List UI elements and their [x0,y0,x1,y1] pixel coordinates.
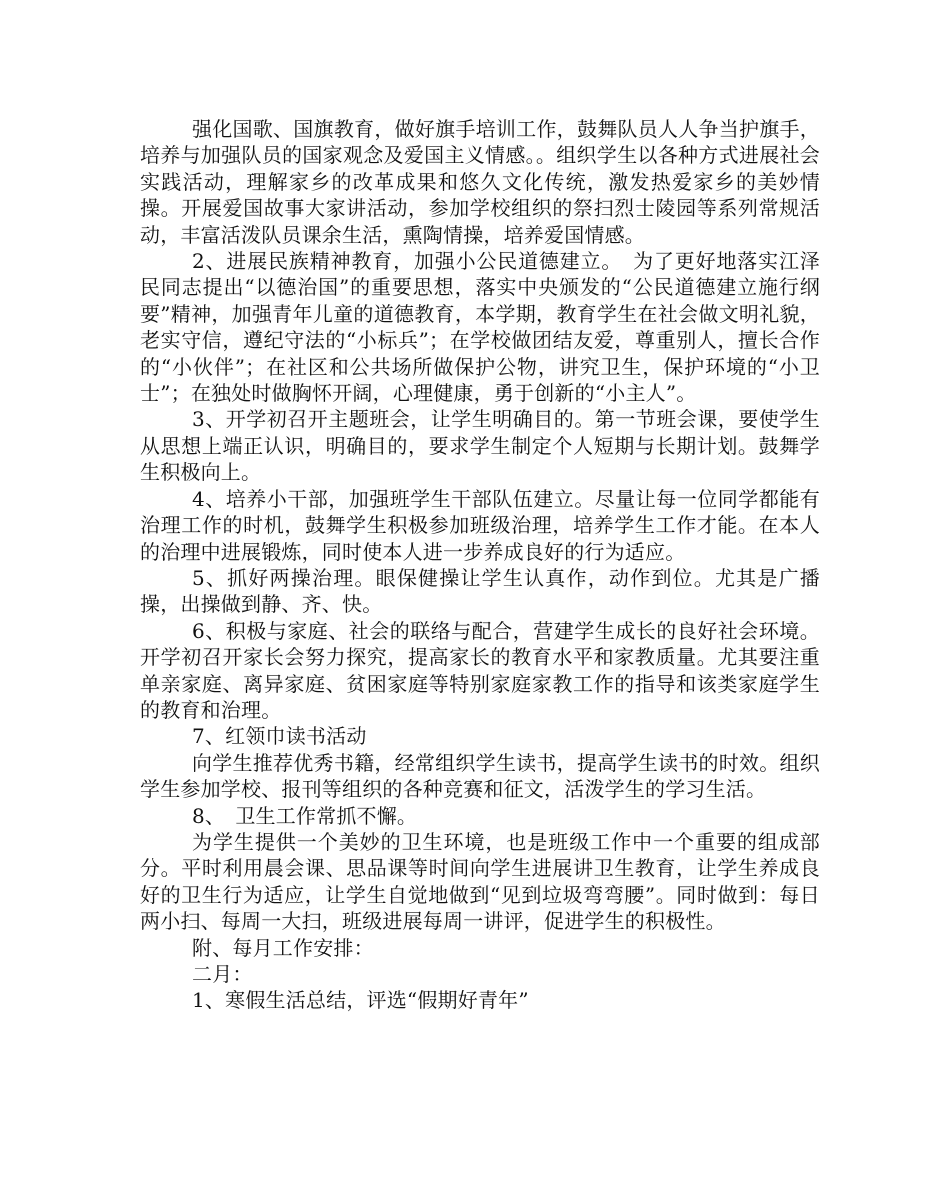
paragraph-item-5: 5、抓好两操治理。眼保健操让学生认真作，动作到位。尤其是广播操，出操做到静、齐、快。 [140,565,820,617]
paragraph-item-8-heading: 8、 卫生工作常抓不懈。 [192,803,418,828]
paragraph-item-6: 6、积极与家庭、社会的联络与配合，营建学生成长的良好社会环境。开学初召开家长会努力探究，提高家长的教育水平和家教质量。尤其要注重单亲家庭、离异家庭、贫困家庭等特别家庭家教工作的指导和该类家庭学生的教育和治理。 [140,618,820,722]
paragraph-item-3: 3、开学初召开主题班会，让学生明确目的。第一节班会课，要使学生从思想上端正认识，明确目的，要求学生制定个人短期与长期计划。鼓舞学生积极向上。 [140,407,820,485]
paragraph-february-heading: 二月： [192,962,253,986]
paragraph-item-4: 4、培养小干部，加强班学生干部队伍建立。尽量让每一位同学都能有治理工作的时机，鼓舞学生积极参加班级治理，培养学生工作才能。在本人的治理中进展锻炼，同时使本人进一步养成良好的行为适应。 [140,486,820,564]
document-body [140,116,820,1014]
paragraph-item-2: 2、进展民族精神教育，加强小公民道德建立。 为了更好地落实江泽民同志提出“以德治国”的重要思想，落实中央颁发的“公民道德建立施行纲要”精神，加强青年儿童的道德教育，本学期，教育学生在社会做文明礼貌，老实守信，遵纪守法的“小标兵”；在学校做团结友爱，尊重别人，擅长合作的“小伙伴”；在社区和公共场所做保护公物，讲究卫生，保护环境的“小卫士”；在独处时做胸怀开阔，心理健康，勇于创新的“小主人”。 [140,249,820,406]
paragraph-item-8-body: 为学生提供一个美妙的卫生环境，也是班级工作中一个重要的组成部分。平时利用晨会课、思品课等时间向学生进展讲卫生教育，让学生养成良好的卫生行为适应，让学生自觉地做到“见到垃圾弯弯腰”。同时做到：每日两小扫、每周一大扫，班级进展每周一讲评，促进学生的积极性。 [140,829,820,934]
paragraph-flag-education: 强化国歌、国旗教育，做好旗手培训工作，鼓舞队员人人争当护旗手，培养与加强队员的国家观念及爱国主义情感。。组织学生以各种方式进展社会实践活动，理解家乡的改革成果和悠久文化传统，激发热爱家乡的美妙情操。开展爱国故事大家讲活动，参加学校组织的祭扫烈士陵园等系列常规活动，丰富活泼队员课余生活，熏陶情操，培养爱国情感。 [140,117,820,247]
paragraph-item-7-body: 向学生推荐优秀书籍，经常组织学生读书，提高学生读书的时效。组织学生参加学校、报刊等组织的各种竞赛和征文，活泼学生的学习生活。 [140,750,820,802]
paragraph-monthly-plan-heading: 附、每月工作安排： [192,935,374,960]
paragraph-february-item-1: 1、寒假生活总结，评选“假期好青年” [192,988,529,1013]
paragraph-item-7-heading: 7、红领巾读书活动 [192,724,367,749]
